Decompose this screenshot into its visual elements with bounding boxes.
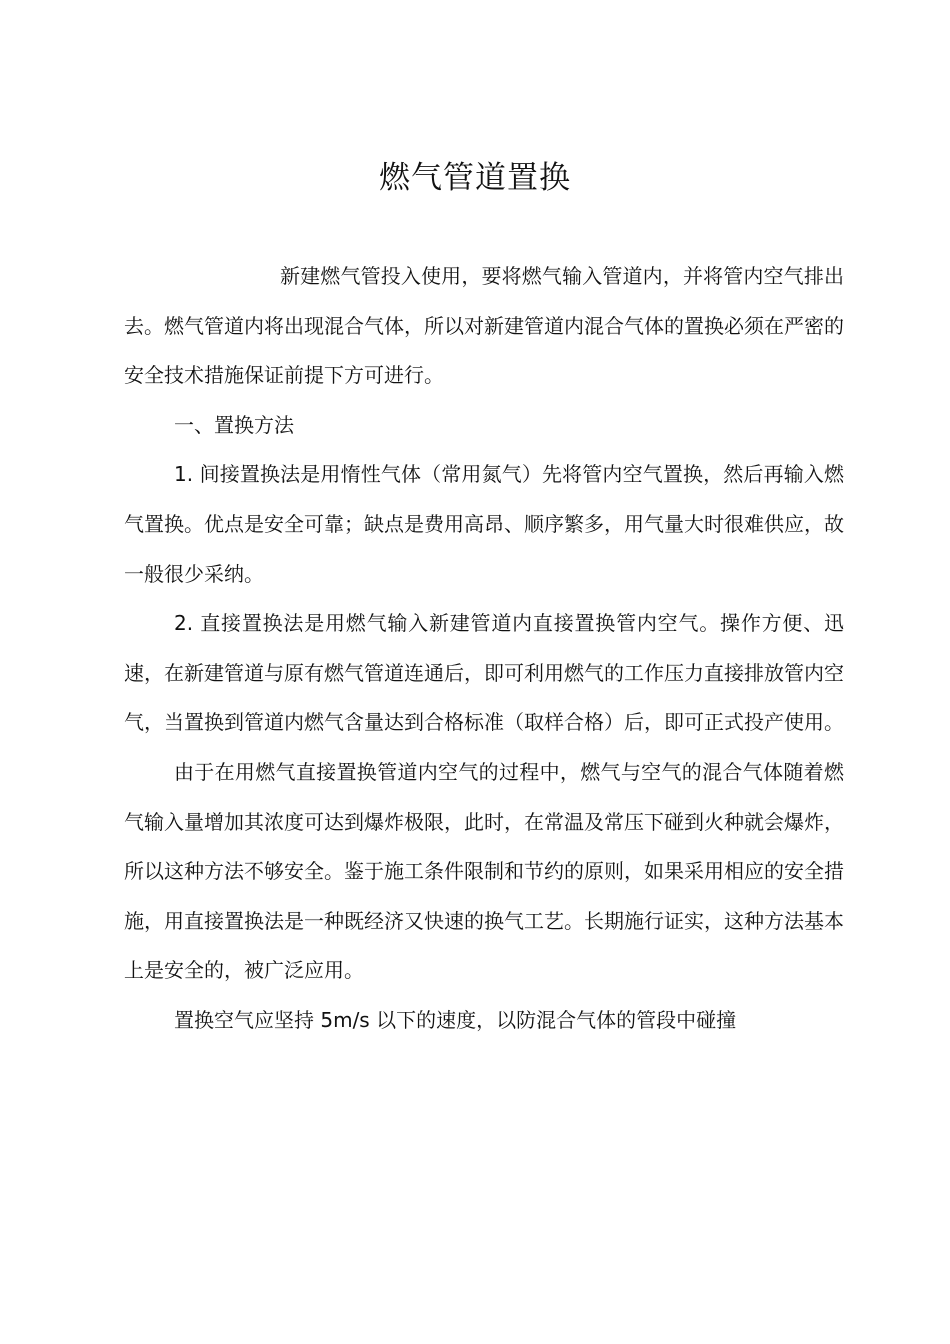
document-body: [124, 252, 844, 1046]
paragraph-speed-requirement: 置换空气应坚持 5m/s 以下的速度，以防混合气体的管段中碰撞: [174, 1007, 737, 1032]
section-heading-methods: 一、置换方法: [174, 412, 294, 437]
paragraph-indirect-method: 1. 间接置换法是用惰性气体（常用氮气）先将管内空气置换，然后再输入燃气置换。优点是安全可靠；缺点是费用高昂、顺序繁多，用气量大时很难供应，故一般很少采纳。: [124, 462, 844, 586]
document-title: 燃气管道置换: [379, 160, 571, 196]
paragraph-intro: 新建燃气管投入使用，要将燃气输入管道内，并将管内空气排出去。燃气管道内将出现混合气体，所以对新建管道内混合气体的置换必须在严密的安全技术措施保证前提下方可进行。: [124, 264, 844, 388]
paragraph-safety-discussion: 由于在用燃气直接置换管道内空气的过程中，燃气与空气的混合气体随着燃气输入量增加其浓度可达到爆炸极限，此时，在常温及常压下碰到火种就会爆炸，所以这种方法不够安全。鉴于施工条件限制和节约的原则，如果采用相应的安全措施，用直接置换法是一种既经济又快速的换气工艺。长期施行证实，这种方法基本上是安全的，被广泛应用。: [124, 759, 844, 983]
paragraph-direct-method: 2. 直接置换法是用燃气输入新建管道内直接置换管内空气。操作方便、迅速，在新建管道与原有燃气管道连通后，即可利用燃气的工作压力直接排放管内空气，当置换到管道内燃气含量达到合格标准（取样合格）后，即可正式投产使用。: [124, 611, 844, 735]
